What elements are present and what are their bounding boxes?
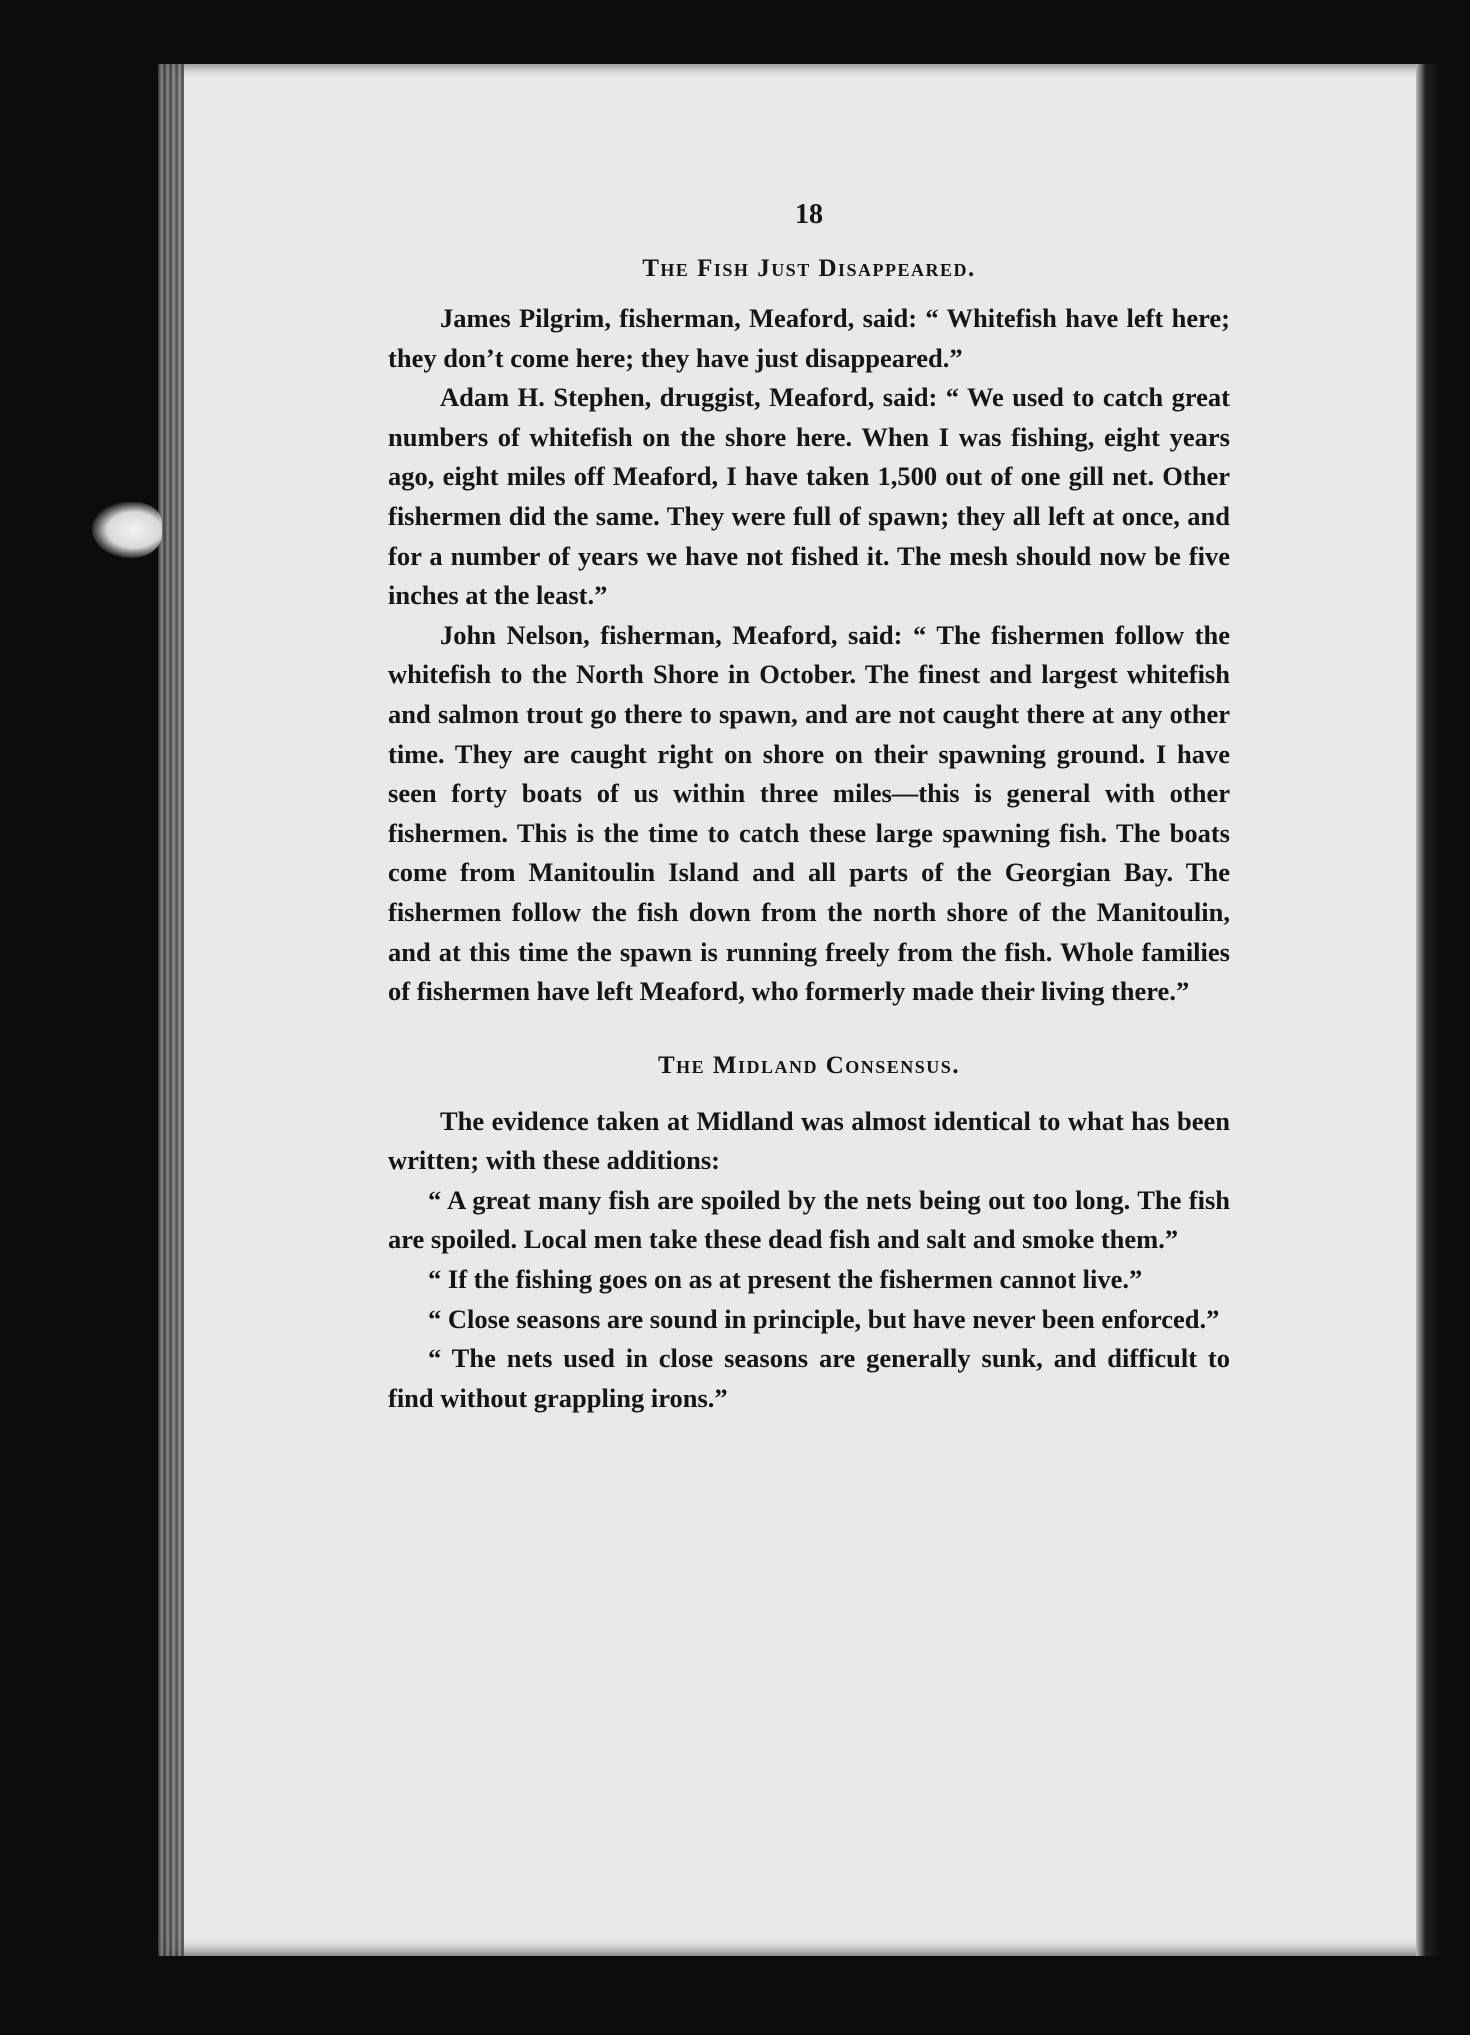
page-number: 18 (795, 199, 823, 230)
quoted-paragraph: “ A great many fish are spoiled by the nets being out too long. The fish are spoiled. Local men take these dead fish and salt and smoke them.” (388, 1184, 1230, 1255)
page-binding-edge (158, 64, 184, 1956)
scan-artifact (92, 502, 162, 558)
facing-page-edge (1416, 64, 1440, 1956)
section-heading: The Fish Just Disappeared. (642, 255, 976, 282)
paragraph: Adam H. Stephen, druggist, Meaford, said: “ We used to catch great numbers of whitefish on the shore here. When I was fishing, eight years ago, eight miles off Meaford, I have taken 1,500 out of one gill net. Other fishermen did the same. They were full of spawn; they all left at once, and for a number of years we have not fished it. The mesh should now be five inches at the least.” (388, 382, 1230, 611)
page-text (388, 195, 1230, 1418)
quoted-paragraph: “ Close seasons are sound in principle, but have never been enforced.” (428, 1303, 1220, 1334)
paragraph: John Nelson, fisherman, Meaford, said: “ The fishermen follow the whitefish to the North Shore in October. The finest and largest whitefish and salmon trout go there to spawn, and are not caught there at any other time. They are caught right on shore on their spawning ground. I have seen forty boats of us within three miles—this is general with other fishermen. This is the time to catch these large spawning fish. The boats come from Manitoulin Island and all parts of the Georgian Bay. The fishermen follow the fish down from the north shore of the Manitoulin, and at this time the spawn is running freely from the fish. Whole families of fishermen have left Meaford, who formerly made their living there.” (388, 619, 1230, 1007)
section-heading: The Midland Consensus. (657, 1051, 961, 1079)
quoted-paragraph: “ If the fishing goes on as at present the fishermen cannot live.” (428, 1264, 1143, 1295)
quoted-paragraph: “ The nets used in close seasons are generally sunk, and difficult to find without grappling irons.” (388, 1343, 1230, 1413)
paragraph: James Pilgrim, fisherman, Meaford, said: “ Whitefish have left here; they don’t come here; they have just disappeared.” (388, 303, 1230, 373)
paragraph: The evidence taken at Midland was almost identical to what has been written; with these additions: (388, 1105, 1230, 1176)
